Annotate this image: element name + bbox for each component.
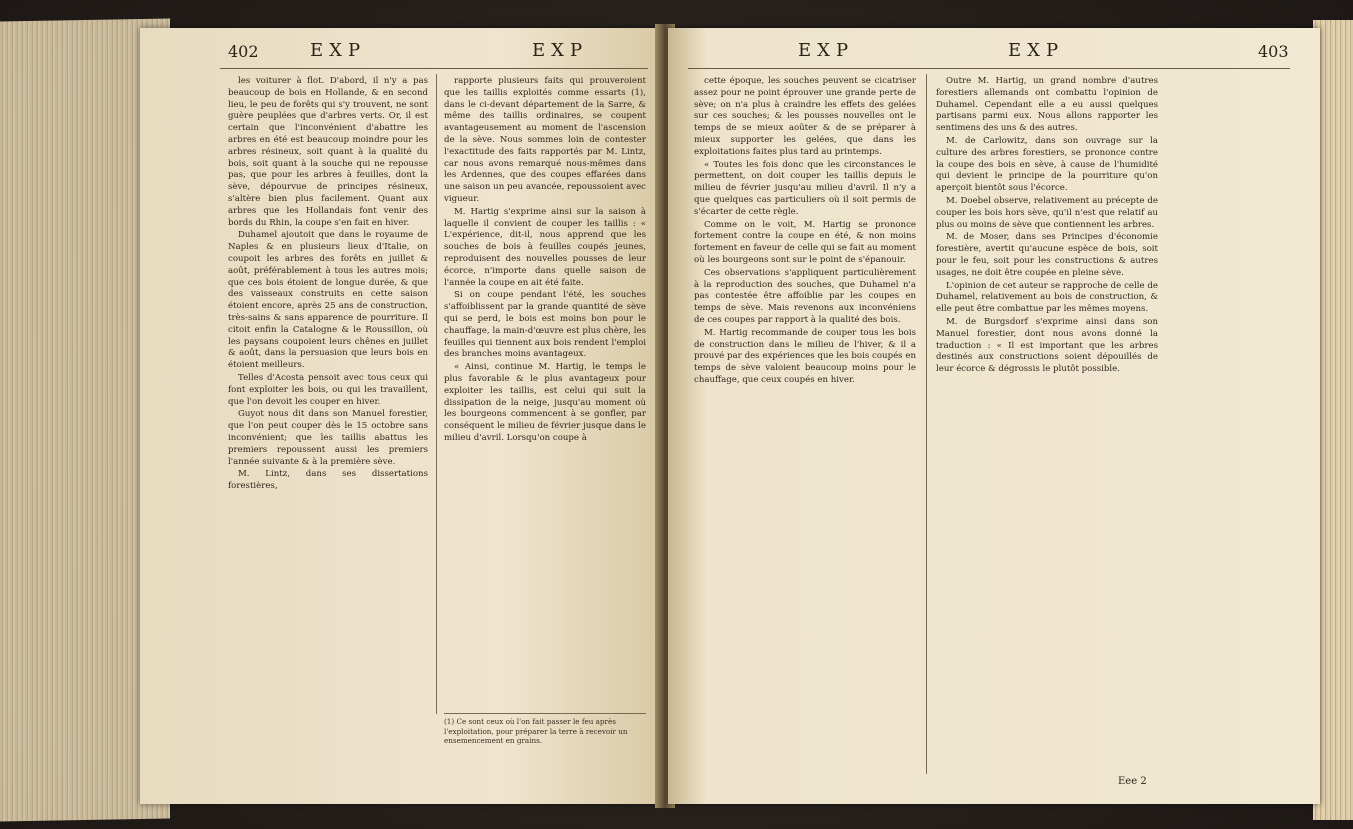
paragraph: M. de Carlowitz, dans son ouvrage sur la culture des arbres forestiers, se prononce contre la coupe des bois en sève, à cause de l'humidité qui devient le principe de la pourriture qu'on aperçoit bientôt sous l'écorce.: [936, 135, 1158, 194]
paragraph: Si on coupe pendant l'été, les souches s'affoiblissent par la grande quantité de sève qui se perd, le bois est moins bon pour le chauffage, la main-d'œuvre est plus chère, les feuilles qui tiennent aux bois rendent l'emploi des branches moins avantageux.: [444, 290, 646, 360]
paragraph: rapporte plusieurs faits qui prouveroient que les taillis exploités comme essarts (1), dans le ci-devant département de la Sarre, & même des taillis ordinaires, se coupent avantageusement au moment de l'ascension de la sève. Nous sommes loin de contester l'exactitude des faits rapportés par M. Lintz, car nous avons remarqué nous-mêmes dans les Ardennes, que des coupes effarées dans une saison un peu avancée, repoussoient avec vigueur.: [444, 76, 646, 204]
header-rule: [688, 68, 1290, 69]
text-column-right: [444, 76, 646, 446]
paragraph: Outre M. Hartig, un grand nombre d'autres forestiers allemands ont combattu l'opinion de Duhamel. Cependant elle a eu aussi quelques partisans parmi eux. Nous allons rapporter les sentimens des uns & des autres.: [936, 76, 1158, 134]
running-head-left: EXP: [310, 40, 367, 61]
paragraph: « Ainsi, continue M. Hartig, le temps le plus favorable & le plus avantageux pour exploiter les taillis, est celui qui suit la dissipation de la neige, jusqu'au moment où les bourgeons commencent à se gonfler, par conséquent le milieu de février jusque dans le milieu d'avril. Lorsqu'on coupe à: [444, 362, 646, 443]
signature-mark: Eee 2: [1118, 776, 1147, 787]
left-page-header: [140, 38, 660, 64]
paragraph: Duhamel ajoutoit que dans le royaume de Naples & en plusieurs lieux d'Italie, on coupoit les arbres des forêts en juillet & août, préférablement à tous les autres mois; que ces bois étoient de longue durée, & que des vaisseaux construits en cette saison étoient encore, après 25 ans de construction, très-sains & sans apparence de pourriture. Il citoit enfin la Catalogne & le Roussillon, où les paysans coupoient leurs chênes en juillet & août, dans la persuasion que leurs bois en étoient meilleurs.: [228, 230, 428, 371]
paragraph: Ces observations s'appliquent particulièrement à la reproduction des souches, que Duhamel n'a pas contestée être affoiblie par les coupes en temps de sève. Mais revenons aux inconvéniens de ces coupes par rapport à la qualité des bois.: [694, 267, 916, 325]
column-separator: [436, 74, 437, 714]
right-page-header: [668, 38, 1320, 64]
right-page: [668, 28, 1320, 804]
page-number: 403: [1258, 42, 1289, 61]
running-head-right: EXP: [532, 40, 589, 61]
paragraph: Comme on le voit, M. Hartig se prononce fortement contre la coupe en été, & non moins fortement en faveur de celle qui se fait au moment où les bourgeons sont sur le point de s'épanouir.: [694, 219, 916, 265]
paragraph: M. Lintz, dans ses dissertations forestières,: [228, 469, 428, 492]
paragraph: Telles d'Acosta pensoit avec tous ceux qui font exploiter les bois, ou qui les travaillent, que l'on devoit les couper en hiver.: [228, 372, 428, 407]
paragraph: L'opinion de cet auteur se rapproche de celle de Duhamel, relativement au bois de construction, & elle peut être combattue par les mêmes moyens.: [936, 280, 1158, 315]
text-column-left: [228, 76, 428, 494]
paragraph: « Toutes les fois donc que les circonstances le permettent, on doit couper les taillis depuis le milieu de février jusqu'au milieu d'avril. Il n'y a que quelques cas particuliers où il soit permis de s'écarter de cette règle.: [694, 159, 916, 217]
paragraph: les voiturer à flot. D'abord, il n'y a pas beaucoup de bois en Hollande, & en second lieu, le peu de forêts qui s'y trouvent, ne sont guère peuplées que d'arbres verts. Or, il est certain que l'inconvénient d'abattre les arbres en été est beaucoup moindre pour les arbres résineux, soit quant à la qualité du bois, soit quant à la souche qui ne repousse pas, que pour les arbres à feuilles, dont la sève, dépourvue de principes résineux, s'altère bien plus facilement. Quant aux arbres que les Hollandais font venir des bords du Rhin, la coupe s'en fait en hiver.: [228, 76, 428, 228]
paragraph: Guyot nous dit dans son Manuel forestier, que l'on peut couper dès le 15 octobre sans inconvénient; que les taillis abattus les premiers repoussent aussi les premiers l'année suivante & à la première sève.: [228, 409, 428, 467]
text-column-left: [694, 76, 916, 388]
column-separator: [926, 74, 927, 774]
footnote: (1) Ce sont ceux où l'on fait passer le feu après l'exploitation, pour préparer la terre à recevoir un ensemencement en grains.: [444, 713, 646, 746]
paragraph: M. de Moser, dans ses Principes d'économie forestière, avertit qu'aucune espèce de bois, soit pour le feu, soit pour les constructions & autres usages, ne doit être coupée en pleine sève.: [936, 232, 1158, 278]
paragraph: M. Hartig recommande de couper tous les bois de construction dans le milieu de l'hiver, & il a prouvé par des expériences que les bois coupés en temps de sève valoient beaucoup moins pour le chauffage, que ceux coupés en hiver.: [694, 327, 916, 385]
paragraph: M. de Burgsdorf s'exprime ainsi dans son Manuel forestier, dont nous avons donné la traduction : « Il est important que les arbres destinés aux constructions soient dépouillés de leur écorce & dégrossis le plutôt possible.: [936, 316, 1158, 375]
paragraph: M. Doebel observe, relativement au précepte de couper les bois hors sève, qu'il n'est que relatif au plus ou moins de sève que contiennent les arbres.: [936, 195, 1158, 230]
paragraph: cette époque, les souches peuvent se cicatriser assez pour ne point éprouver une grande perte de sève; on n'a plus à craindre les effets des gelées sur ces souches; & les pousses nouvelles ont le temps de se mieux aoûter & de se préparer à mieux supporter les gelées, que dans les exploitations faites plus tard au printemps.: [694, 76, 916, 157]
left-page: [140, 28, 660, 804]
page-number: 402: [228, 42, 259, 61]
header-rule: [220, 68, 648, 69]
running-head-left: EXP: [798, 40, 855, 61]
text-column-right: [936, 76, 1158, 377]
paragraph: M. Hartig s'exprime ainsi sur la saison à laquelle il convient de couper les taillis : « L'expérience, dit-il, nous apprend que les souches de bois à feuilles coupés jeunes, reproduisent des nouvelles pousses de leur écorce, n'importe dans quelle saison de l'année la coupe en ait été faite.: [444, 206, 646, 288]
running-head-right: EXP: [1008, 40, 1065, 61]
